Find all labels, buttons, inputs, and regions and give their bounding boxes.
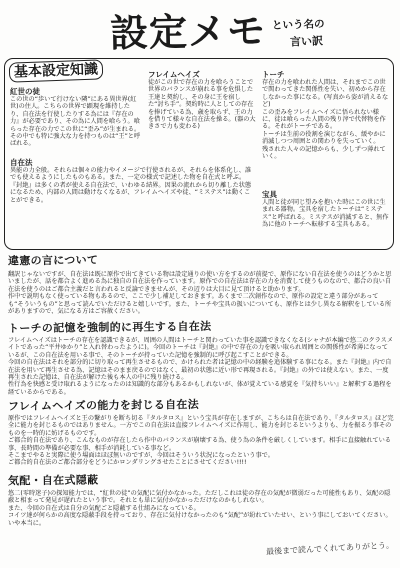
page-title: 設定メモ xyxy=(109,8,267,56)
torch-heading: トーチ xyxy=(262,70,285,79)
note-body-3 xyxy=(8,415,394,467)
note-paragraph: 悠二(零時迷子)の探知能力では、“紅世の徒”の気配に気付かなかった。ただしこれは徒の存在の気配が微弱だった可能性もあり、気配の隠蔽と相まって発見が遅れたという事で。それとも単に気付かなかっただけなのかもしれない。 xyxy=(8,490,391,505)
note-heading-1: 違憲の言について xyxy=(7,253,99,268)
note-paragraph: また、今回の自在式は自分の気配ごと隠蔽する仕組みになっている。 xyxy=(8,504,200,512)
torch-paragraph: この歪みをフレイムヘイズに悟られない様に、徒は喰らった人間の残り滓で代替物を作る。それがトーチである。 xyxy=(262,108,386,131)
torch-paragraph: 存在の力を喰われた人間は、それまでこの世で関わってきた関係性を失い、初めから存在しなかった事になる。(写真から姿が消えるなど) xyxy=(262,79,389,109)
note-paragraph: 作中で説明もなく使っている物もあるので、ここで少し補足しておきます。あくまで二次創作なので、原作の設定と違う部分があっても“そういうもの”と思って読んでいただけると嬉しいです。また、トーチや宝具の扱いについても、原作とは少し異なる解釈をしている所がありますので、気になる方はご容赦ください。 xyxy=(8,293,392,316)
note-heading-3: フレイムヘイズの能力を封じる自在法 xyxy=(7,398,200,413)
guze-body: この世の“歩いて行けない隣”にある異世界(紅世)の住人。こちらの世界で顕現を維持したり、自在法を行使したりする為には『存在の力』が必要であり、その為に人間を喰らう。喰らった存在の力でこの世に“歪み”が生まれる。その中でも特に強大な力を持つものは“王”と呼ばれる。 xyxy=(10,96,141,148)
jizaiho-paragraph: 『封絶』は多くの者が使える自在法で、いわゆる結界。因果の流れから切り離した状態になるため、内部の人間は動けなくなるが、フレイムヘイズや徒、“ミステス”は動くことができる。 xyxy=(10,181,252,204)
note-paragraph: そこまでやると実際に使う場面はほぼ無いのですが、今回はそういう状況になったという事で。 xyxy=(8,452,274,460)
torch-paragraph: トーチは生前の役割を演じながら、緩やかに消滅しつつ周囲との関わりを失っていく。 xyxy=(262,130,386,146)
jizaiho-heading: 自在法 xyxy=(10,158,33,167)
note-paragraph: フレイムヘイズはトーチの存在を認識できるが、周囲の人間はトーチと関わっていた事を認識できなくなる(シャナが本編で悠二のクラスメイトであった“平井ゆかり”と入れ替わったように)。今回のトーチは『封絶』の中で存在の力を吸い取られ周囲との関係性が希薄になっているが、この自在法を用いる事で、そのトーチが持っていた記憶を強制的に呼び起こすことができる。 xyxy=(8,337,394,359)
note-body-1 xyxy=(8,271,394,315)
closing-note: 最後まで読んでくれてありがとう。 xyxy=(265,540,395,557)
flamehaze-body: 徒がこの世で存在の力を喰らうことで世界のバランスが崩れる事を危惧した王達と契約し、その身に王を宿した“討ち手”。契約時に人としての存在を捧げている為、歳を取らず、王の力を借りて様々な自在法を操る。(器の大きさで力も変わる) xyxy=(148,79,256,131)
note-paragraph: 翻訳じゃないですが、自在法は既に原作で出てきている物は設定通りの使い方をするのが前提で、原作にない自在法を使うのはどうかと思いましたが、話を都合よく進める為に独自の自在法を作っています。原作での自在法は存在の力を消費して使うものなので、都合の良い自在法を使うのはご都合主義だと言われると反論できませんが、その辺りは大目に見て頂けると助かります。 xyxy=(8,271,392,293)
title-aside-bottom: 言い訳 xyxy=(289,34,324,49)
jizaiho-paragraph: 異能の力全般。それらは個々の能力やイメージで行使されるが、それらを体系化し、誰でも使えるようにしたものもある。また、一定の様式で記述した物を自在式と呼ぶ。 xyxy=(10,167,252,182)
title-aside-top: という名の xyxy=(271,18,325,32)
note-paragraph: 原作ではフレイムヘイズと王の繋がりを断ち切る『タルタロス』という宝具が存在しますが、こちらは自在法であり、『タルタロス』ほど完全に能力を封じるものではありません。一方でこの自在法は直接フレイムヘイズに作用し、能力を封じるというよりも、力を振るう事そのものを一時的に妨げるものです。 xyxy=(8,415,394,437)
guze-heading: 紅世の徒 xyxy=(10,87,40,96)
jizaiho-body xyxy=(10,167,256,204)
note-paragraph: 今回の自在法はそれを部分的に切り取って再生させるもので、かけられた者は記憶の中の経験を追体験する事になる。また『封絶』内で自在法を用いて再生させる為、記憶はそのまま戻るのではなく、最初の状態に近い形で再現される。『封絶』の外では使えない。また、一度再生された記憶は、自在法が解けた後も本人の中に残り続ける。 xyxy=(8,359,392,382)
note-paragraph: ご都合的自在法のご都合部分をどうにかロンダリングさせたことにさせてください!!!! xyxy=(8,459,247,467)
flamehaze-heading: フレイムヘイズ xyxy=(148,70,200,79)
basics-badge: 基本設定知識 xyxy=(9,59,104,82)
note-paragraph: コイツ達が何らかの高度な隠蔽手段を持っており、存在に気付けなかったのも“気配”が紛れていたせい、という事にしておいてください。いや本当に。 xyxy=(8,512,392,527)
note-heading-2: トーチの記憶を強制的に再生する自在法 xyxy=(7,319,212,336)
hogu-heading: 宝具 xyxy=(262,190,277,199)
hogu-body: 人間と徒が同じ望みを抱いた時にこの世に生まれる器物。宝具を宿したトーチは“ミステス”と呼ばれる。ミステスが消滅すると、無作為に他のトーチへ転移する宝具もある。 xyxy=(262,199,389,229)
torch-paragraph: 残された人々の記憶からも、少しずつ薄れていく。 xyxy=(262,145,386,161)
note-body-4 xyxy=(8,490,394,527)
torch-body xyxy=(262,79,390,160)
note-body-2 xyxy=(8,337,394,396)
note-paragraph: ご都合的自在法であり、こんなものが存在したら作中のバランスが崩壊する為、使う為の条件を厳しくしています。相手に直接触れている事、長時間の準備が必要な事、相手が消耗している事など。 xyxy=(8,437,391,452)
note-paragraph: 性行為を快感と受け取れるようになったのは知識的な部分もあるかもしれないが、体が覚えている感覚を『気持ちいい』と解釈する過程を経ているからである。 xyxy=(8,381,392,396)
note-heading-4: 気配・自在式隠蔽 xyxy=(7,473,99,488)
